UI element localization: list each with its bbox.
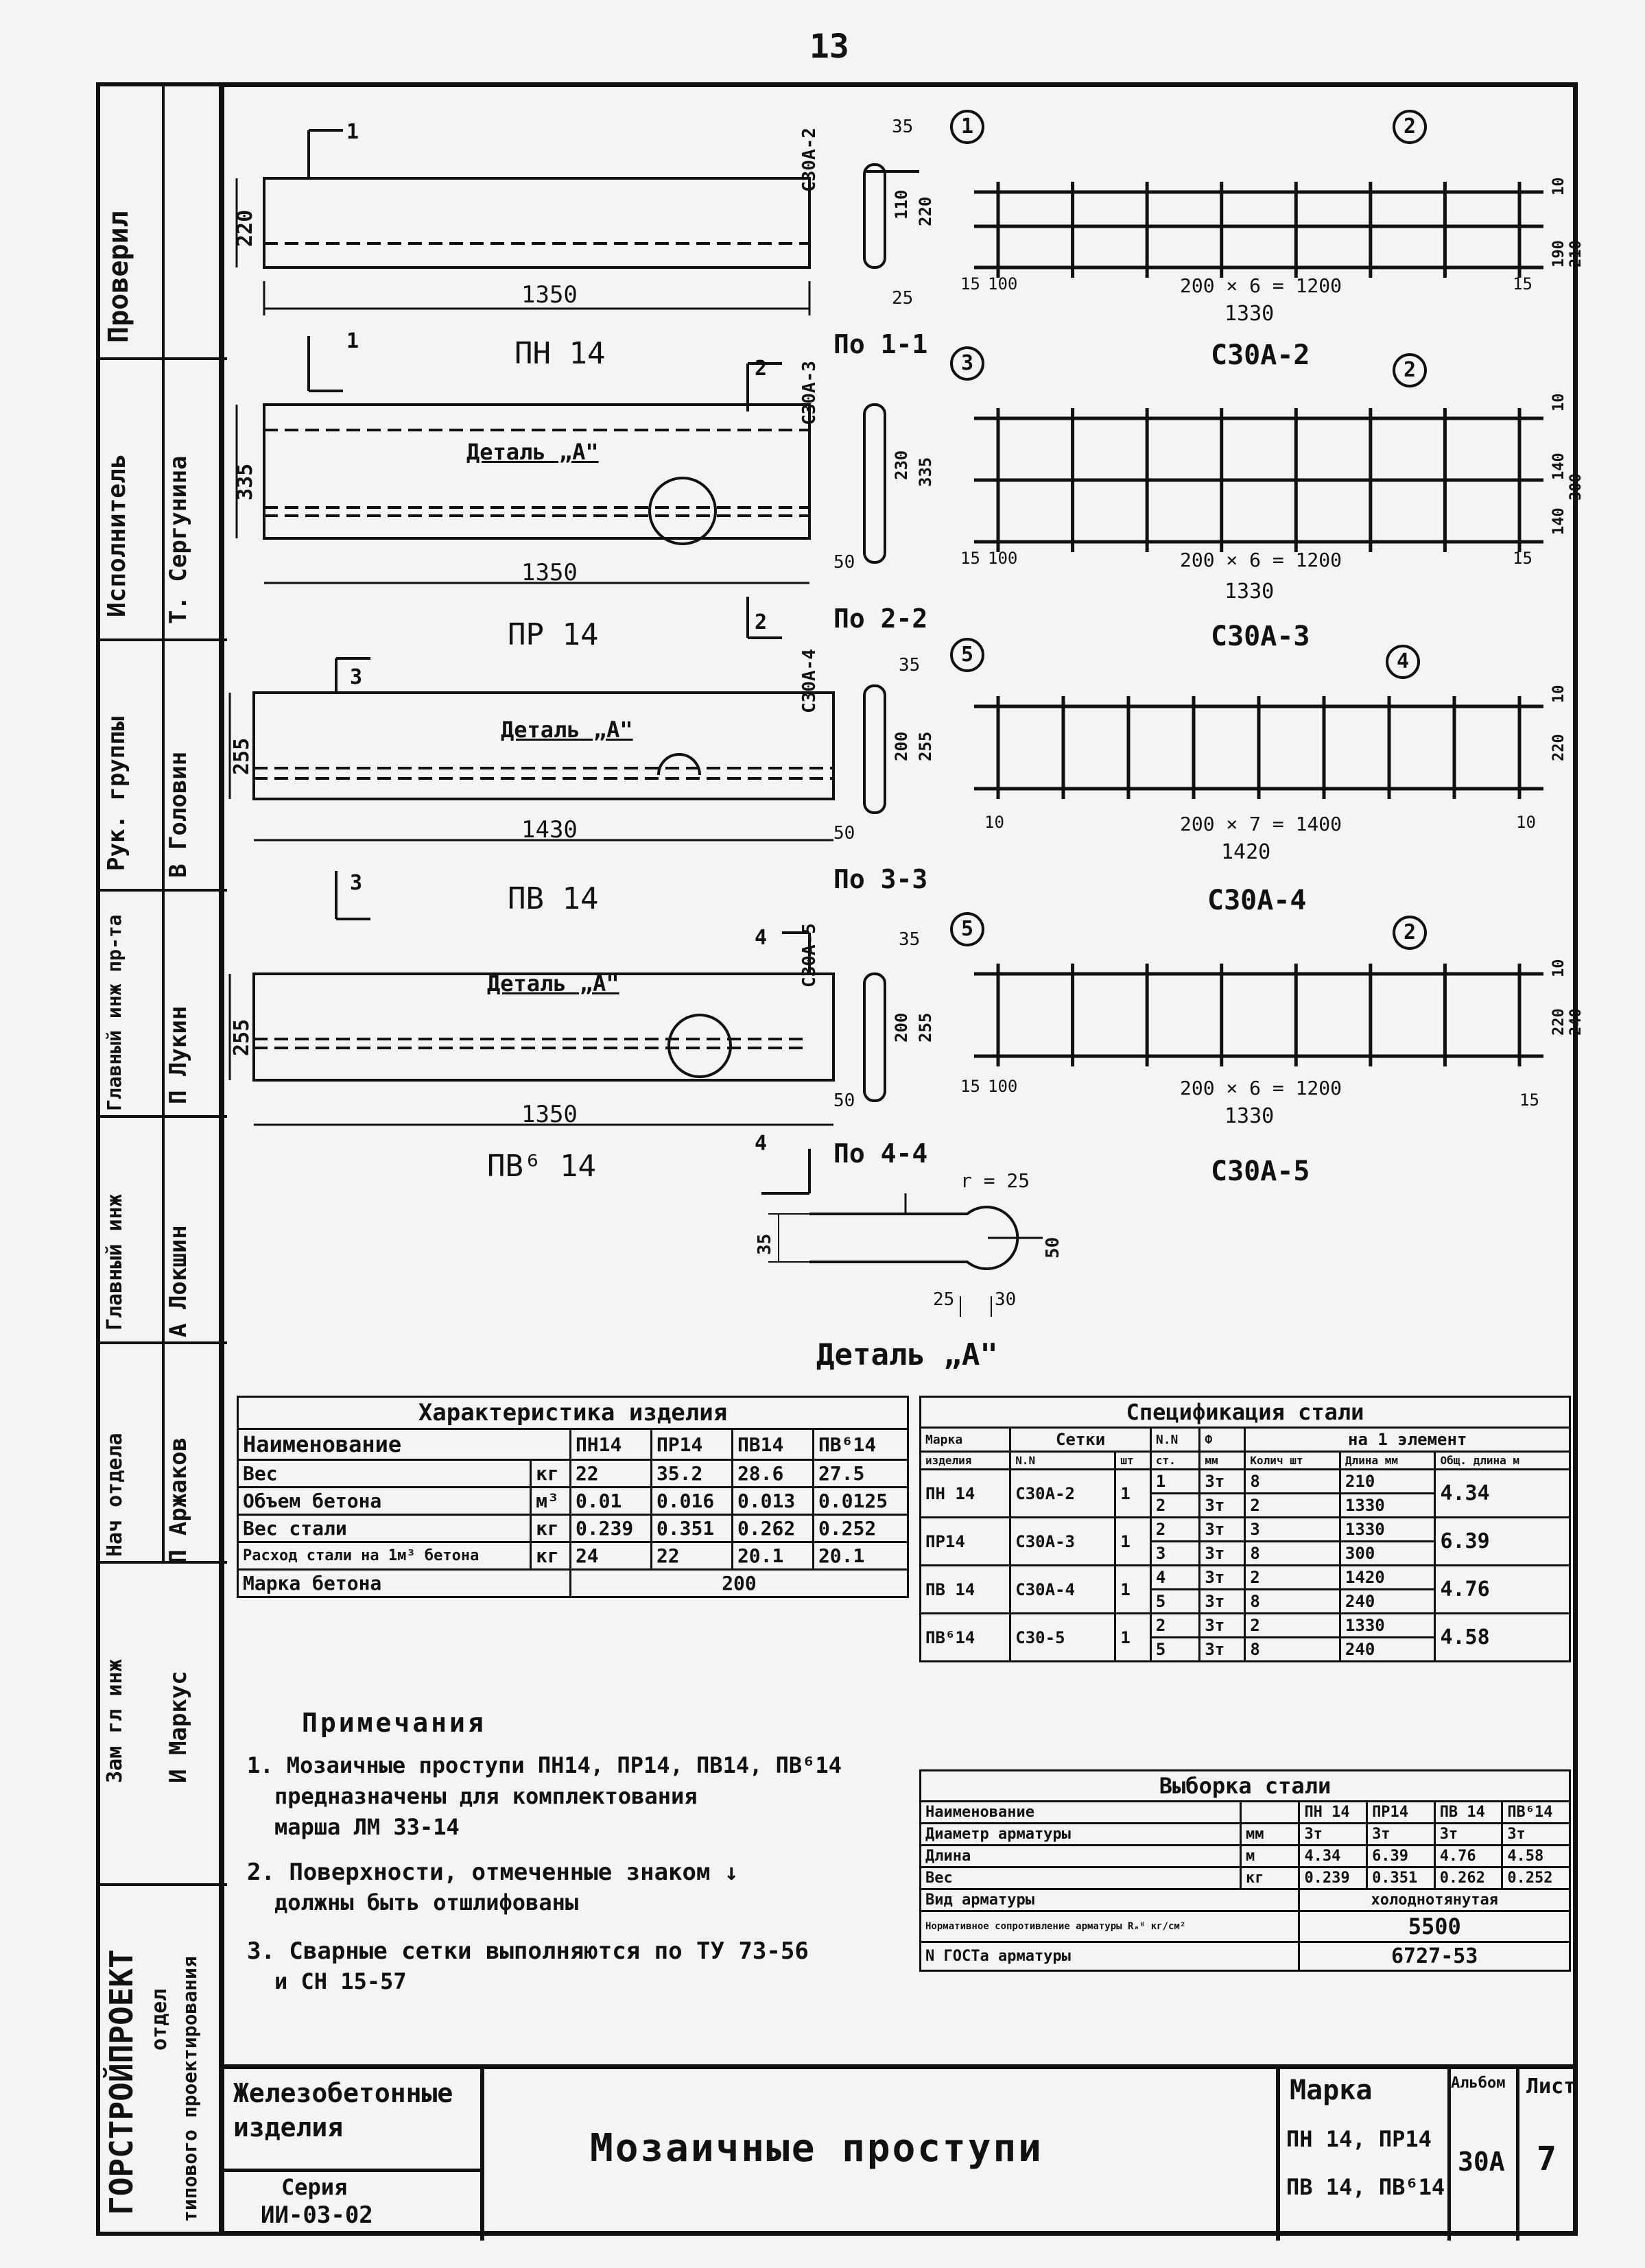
sec2-label: По 3-3	[833, 864, 928, 894]
el1-height: 335	[233, 463, 257, 501]
mesh0-edge-l: 15	[960, 274, 980, 294]
stamp-name-3: П Лукин	[165, 1005, 192, 1104]
table-row	[921, 1566, 1570, 1590]
el0-mark: ПН 14	[514, 336, 606, 371]
stamp-role-3: Главный инж пр-та	[103, 914, 126, 1111]
sel-r0-c4: 3т	[1434, 1824, 1502, 1846]
sec2-d2: 200	[892, 731, 911, 761]
mesh3-total: 1330	[1224, 1104, 1275, 1128]
detail-d35: 35	[755, 1233, 775, 1255]
stamp-org: ГОРСТРОЙПРОЕКТ	[103, 1949, 140, 2215]
spec-g1-qty: 1	[1115, 1518, 1151, 1566]
mesh3-edge-r: 15	[1519, 1090, 1539, 1110]
sec2-mesh: С30А-4	[799, 649, 820, 713]
el0-section: 1	[346, 120, 359, 144]
char-h3: ПР14	[651, 1429, 732, 1460]
spec-g2-mark: ПВ 14	[921, 1566, 1010, 1614]
spec-g1-total: 6.39	[1435, 1518, 1570, 1566]
tb-title: Мозаичные проступи	[590, 2126, 1043, 2171]
char-r2-c2: 0.239	[570, 1515, 651, 1542]
char-r1-c1: м³	[531, 1488, 571, 1515]
spec-h2-6: Длина мм	[1340, 1452, 1435, 1470]
mesh1-h2: 140	[1550, 453, 1567, 480]
char-h5: ПВ⁶14	[813, 1429, 908, 1460]
spec-g0-r1-1: 3т	[1200, 1494, 1245, 1518]
char-r3-c3: 22	[651, 1542, 732, 1570]
table-row	[238, 1515, 908, 1542]
char-r0-c2: 22	[570, 1460, 651, 1488]
el0-height: 220	[233, 209, 257, 247]
spec-title: Спецификация стали	[921, 1397, 1570, 1428]
el3-detail: Деталь „А"	[487, 970, 619, 996]
char-r0-c1: кг	[531, 1460, 571, 1488]
spec-g0-r0-3: 210	[1340, 1470, 1435, 1494]
char-r1-c2: 0.01	[570, 1488, 651, 1515]
char-r2-c4: 0.262	[732, 1515, 813, 1542]
mesh2-pitch: 200 × 7 = 1400	[1180, 813, 1342, 835]
mesh0-h2: 190	[1550, 240, 1567, 267]
table-row	[921, 1889, 1570, 1911]
sel-r2-c4: 0.262	[1434, 1867, 1502, 1889]
spec-g3-qty: 1	[1115, 1614, 1151, 1662]
el2-detail: Деталь „А"	[501, 717, 633, 743]
char-r3-c5: 20.1	[813, 1542, 908, 1570]
mesh2-edge-r: 10	[1516, 813, 1536, 832]
sec1-mesh: С30А-3	[799, 361, 820, 425]
char-r2-c0: Вес стали	[238, 1515, 531, 1542]
sec0-mesh: С30А-2	[799, 128, 820, 192]
tb-mark1: ПН 14, ПР14	[1286, 2126, 1432, 2152]
spec-g2-qty: 1	[1115, 1566, 1151, 1614]
el2-mark: ПВ 14	[508, 881, 599, 916]
char-h2: ПН14	[570, 1429, 651, 1460]
sec3-d6: 50	[833, 1090, 855, 1111]
el2-length: 1430	[521, 816, 578, 844]
mesh3-pos-right: 2	[1393, 916, 1427, 950]
el1-length: 1350	[521, 559, 578, 586]
specification-table	[919, 1396, 1571, 1662]
mesh0-edge-r: 15	[1513, 274, 1532, 294]
spec-g1-r0-1: 3т	[1200, 1518, 1245, 1542]
sel-h2: ПН 14	[1299, 1802, 1367, 1824]
mesh1-edge-l: 15	[960, 549, 980, 568]
spec-g0-qty: 1	[1115, 1470, 1151, 1518]
el1-mark: ПР 14	[508, 617, 599, 652]
char-r3-c0: Расход стали на 1м³ бетона	[238, 1542, 531, 1570]
spec-h1-3: N.N	[1150, 1428, 1199, 1452]
notes-title: Примечания	[302, 1708, 486, 1738]
spec-h2-7: Общ. длина м	[1435, 1452, 1570, 1470]
spec-h2-0: изделия	[921, 1452, 1010, 1470]
page-number: 13	[809, 27, 849, 66]
detail-a-drawing	[741, 1180, 1098, 1344]
char-r1-c0: Объем бетона	[238, 1488, 531, 1515]
spec-h2-4: мм	[1200, 1452, 1245, 1470]
mesh0-h1: 10	[1550, 177, 1567, 195]
spec-h2-2: шт	[1115, 1452, 1151, 1470]
spec-g3-r1-3: 240	[1340, 1638, 1435, 1662]
el1-section-b: 2	[755, 610, 768, 634]
spec-g3-r1-1: 3т	[1200, 1638, 1245, 1662]
tb-album-label: Альбом	[1451, 2075, 1506, 2092]
sel-r1-c5: 4.58	[1502, 1846, 1570, 1867]
spec-g0-total: 4.34	[1435, 1470, 1570, 1518]
char-r3-c2: 24	[570, 1542, 651, 1570]
spec-g1-mesh: С30А-3	[1010, 1518, 1115, 1566]
mesh1-total: 1330	[1224, 580, 1275, 604]
char-r0-c3: 35.2	[651, 1460, 732, 1488]
mesh2-pos-right: 4	[1386, 645, 1420, 679]
spec-h1-1: Сетки	[1010, 1428, 1151, 1452]
sel-r1-c4: 4.76	[1434, 1846, 1502, 1867]
spec-head-row-2	[921, 1452, 1570, 1470]
sec1-label: По 2-2	[833, 604, 928, 634]
sel-r2-c0: Вес	[921, 1867, 1241, 1889]
sel-r0-c1: мм	[1241, 1824, 1299, 1846]
sel-r2-c3: 0.351	[1367, 1867, 1435, 1889]
spec-g2-r0-0: 4	[1150, 1566, 1199, 1590]
mesh0-first: 100	[988, 274, 1018, 294]
spec-g1-r0-3: 1330	[1340, 1518, 1435, 1542]
tb-category2: изделия	[233, 2112, 344, 2142]
stamp-role-1: Исполнитель	[103, 453, 131, 617]
stamp-name-6: И Маркус	[165, 1671, 192, 1783]
sel-header-row	[921, 1802, 1570, 1824]
el3-section: 4	[755, 926, 768, 950]
mesh0-pitch: 200 × 6 = 1200	[1180, 274, 1342, 297]
sec2-d6: 50	[833, 823, 855, 844]
sel-r0-c5: 3т	[1502, 1824, 1570, 1846]
table-row	[921, 1470, 1570, 1494]
sel-resist-label: Нормативное сопротивление арматуры Rₐᴴ кг/см²	[921, 1911, 1299, 1942]
spec-head-row-1	[921, 1428, 1570, 1452]
stamp-role-2: Рук. группы	[103, 716, 130, 871]
mesh1-edge-r: 15	[1513, 549, 1532, 568]
spec-g0-r1-0: 2	[1150, 1494, 1199, 1518]
tb-sheet-label: Лист	[1526, 2075, 1576, 2099]
note-line-1: предназначены для комплектования	[274, 1783, 698, 1809]
sec0-d3: 220	[916, 196, 935, 226]
spec-h1-4: Ф	[1200, 1428, 1245, 1452]
spec-g1-r1-1: 3т	[1200, 1542, 1245, 1566]
spec-g2-total: 4.76	[1435, 1566, 1570, 1614]
stamp-role-6: Зам гл инж	[103, 1659, 127, 1783]
spec-g2-r0-2: 2	[1245, 1566, 1340, 1590]
spec-g2-r1-2: 8	[1245, 1590, 1340, 1614]
tb-sheet: 7	[1537, 2140, 1557, 2178]
char-r1-c5: 0.0125	[813, 1488, 908, 1515]
spec-g3-mesh: С30-5	[1010, 1614, 1115, 1662]
sel-h1	[1241, 1802, 1299, 1824]
spec-g1-r1-2: 8	[1245, 1542, 1340, 1566]
char-r2-c5: 0.252	[813, 1515, 908, 1542]
spec-h2-1: N.N	[1010, 1452, 1115, 1470]
sel-r1-c3: 6.39	[1367, 1846, 1435, 1867]
stamp-name-5: П Аржаков	[165, 1437, 192, 1564]
table-row	[921, 1824, 1570, 1846]
mesh3-edge-l: 15	[960, 1077, 980, 1096]
stamp-dept1: отдел	[147, 1988, 171, 2051]
tb-series-label: Серия	[281, 2174, 348, 2200]
side-stamp	[96, 82, 223, 2236]
char-r1-c3: 0.016	[651, 1488, 732, 1515]
mesh3-first: 100	[988, 1077, 1018, 1096]
mesh0-name: С30А-2	[1211, 339, 1310, 371]
sec2-d3: 255	[916, 731, 935, 761]
mesh3-h1: 10	[1550, 959, 1567, 977]
char-r3-c4: 20.1	[732, 1542, 813, 1570]
mesh1-h1: 10	[1550, 393, 1567, 411]
spec-h2-3: ст.	[1150, 1452, 1199, 1470]
characteristics-table	[237, 1396, 909, 1598]
stamp-role-4: Главный инж	[103, 1194, 127, 1330]
spec-h2-5: Колич шт	[1245, 1452, 1340, 1470]
detail-d30: 30	[995, 1289, 1017, 1310]
note-line-6: и СН 15-57	[274, 1968, 407, 1994]
spec-g3-r1-2: 8	[1245, 1638, 1340, 1662]
mesh3-h3: 240	[1567, 1008, 1585, 1036]
mesh1-pos-right: 2	[1393, 353, 1427, 387]
sel-gost-label: N ГОСТа арматуры	[921, 1942, 1299, 1971]
sec3-label: По 4-4	[833, 1138, 928, 1169]
spec-g3-r0-0: 2	[1150, 1614, 1199, 1638]
el3-length: 1350	[521, 1101, 578, 1128]
table-row	[921, 1867, 1570, 1889]
detail-title: Деталь „А"	[816, 1337, 998, 1372]
char-r0-c0: Вес	[238, 1460, 531, 1488]
el3-mark: ПВ⁶ 14	[487, 1149, 596, 1184]
sec3-mesh: С30А-5	[799, 923, 820, 988]
char-title: Характеристика изделия	[238, 1397, 908, 1429]
tb-mark2: ПВ 14, ПВ⁶14	[1286, 2174, 1445, 2200]
sel-gost-value: 6727-53	[1299, 1942, 1570, 1971]
mesh0-h3: 210	[1567, 240, 1585, 267]
sel-r1-c2: 4.34	[1299, 1846, 1367, 1867]
spec-g3-mark: ПВ⁶14	[921, 1614, 1010, 1662]
sec1-d6: 50	[833, 552, 855, 573]
el3-section-b: 4	[755, 1132, 768, 1156]
spec-g2-mesh: С30А-4	[1010, 1566, 1115, 1614]
sec3-d2: 200	[892, 1012, 911, 1042]
detail-d50: 50	[1043, 1237, 1063, 1258]
mesh2-h1: 10	[1550, 684, 1567, 703]
sec1-d2: 230	[892, 450, 911, 480]
sel-h4: ПВ 14	[1434, 1802, 1502, 1824]
mesh3-pos-left: 5	[950, 912, 984, 946]
char-r2-c3: 0.351	[651, 1515, 732, 1542]
sel-resist-value: 5500	[1299, 1911, 1570, 1942]
el0-length: 1350	[521, 281, 578, 309]
table-row	[238, 1460, 908, 1488]
spec-g0-r0-1: 3т	[1200, 1470, 1245, 1494]
spec-g3-r1-0: 5	[1150, 1638, 1199, 1662]
sec2-d1: 35	[899, 655, 921, 676]
table-row	[238, 1488, 908, 1515]
stamp-name-1: Т. Сергунина	[165, 455, 192, 624]
steel-selection-table	[919, 1769, 1571, 1972]
sel-type-label: Вид арматуры	[921, 1889, 1299, 1911]
mesh2-pos-left: 5	[950, 638, 984, 672]
spec-g3-r0-1: 3т	[1200, 1614, 1245, 1638]
sel-title: Выборка стали	[921, 1771, 1570, 1802]
el0-section-b: 1	[346, 329, 359, 353]
spec-g1-mark: ПР14	[921, 1518, 1010, 1566]
mesh2-total: 1420	[1221, 840, 1271, 864]
char-last-label: Марка бетона	[238, 1570, 571, 1597]
tb-mark-label: Марка	[1290, 2075, 1373, 2106]
el1-detail: Деталь „А"	[466, 439, 599, 465]
sec0-label: По 1-1	[833, 329, 928, 359]
stamp-role-5: Нач отдела	[103, 1433, 127, 1557]
el2-height: 255	[230, 737, 254, 775]
sel-r1-c0: Длина	[921, 1846, 1241, 1867]
spec-h1-0: Марка	[921, 1428, 1010, 1452]
sel-r2-c5: 0.252	[1502, 1867, 1570, 1889]
table-row	[921, 1518, 1570, 1542]
el2-section-b: 3	[350, 871, 363, 895]
char-h4: ПВ14	[732, 1429, 813, 1460]
spec-g0-r0-0: 1	[1150, 1470, 1199, 1494]
note-line-2: марша ЛМ 33-14	[274, 1814, 460, 1840]
mesh1-first: 100	[988, 549, 1018, 568]
spec-g2-r1-3: 240	[1340, 1590, 1435, 1614]
mesh1-name: С30А-3	[1211, 621, 1310, 652]
mesh2-edge-l: 10	[984, 813, 1004, 832]
table-row	[238, 1542, 908, 1570]
sel-h0: Наименование	[921, 1802, 1241, 1824]
el1-section: 2	[755, 357, 768, 381]
spec-g0-r0-2: 8	[1245, 1470, 1340, 1494]
note-line-3: 2. Поверхности, отмеченные знаком ↓	[247, 1859, 739, 1886]
table-row	[238, 1570, 908, 1597]
mesh1-h4: 300	[1567, 473, 1585, 501]
mesh2-name: С30А-4	[1207, 885, 1307, 916]
mesh1-pos-left: 3	[950, 346, 984, 381]
table-row	[921, 1911, 1570, 1942]
spec-g0-mesh: С30А-2	[1010, 1470, 1115, 1518]
sel-r2-c1: кг	[1241, 1867, 1299, 1889]
spec-g2-r0-3: 1420	[1340, 1566, 1435, 1590]
detail-r: r = 25	[960, 1169, 1030, 1192]
spec-g0-mark: ПН 14	[921, 1470, 1010, 1518]
char-r2-c1: кг	[531, 1515, 571, 1542]
table-row	[921, 1942, 1570, 1971]
sec0-d2: 110	[892, 189, 911, 219]
mesh2-h2: 220	[1550, 734, 1567, 761]
spec-g1-r1-3: 300	[1340, 1542, 1435, 1566]
el2-section: 3	[350, 665, 363, 689]
sec0-d1: 35	[892, 117, 914, 137]
tb-category1: Железобетонные	[233, 2078, 453, 2108]
note-line-0: 1. Мозаичные проступи ПН14, ПР14, ПВ14, ПВ⁶14	[247, 1752, 842, 1778]
note-line-5: 3. Сварные сетки выполняются по ТУ 73-56	[247, 1937, 809, 1965]
spec-g0-r1-2: 2	[1245, 1494, 1340, 1518]
char-last-value: 200	[570, 1570, 908, 1597]
el3-height: 255	[230, 1018, 254, 1056]
char-r0-c4: 28.6	[732, 1460, 813, 1488]
mesh0-pos-right: 2	[1393, 110, 1427, 144]
table-row	[921, 1614, 1570, 1638]
sel-r1-c1: м	[1241, 1846, 1299, 1867]
spec-g2-r1-1: 3т	[1200, 1590, 1245, 1614]
table-row	[921, 1846, 1570, 1867]
stamp-dept2: типового проектирования	[178, 1956, 201, 2222]
spec-g3-r0-3: 1330	[1340, 1614, 1435, 1638]
mesh3-pitch: 200 × 6 = 1200	[1180, 1077, 1342, 1099]
sec3-d3: 255	[916, 1012, 935, 1042]
tb-series: ИИ-03-02	[261, 2201, 373, 2229]
spec-g2-r1-0: 5	[1150, 1590, 1199, 1614]
char-r0-c5: 27.5	[813, 1460, 908, 1488]
sel-h5: ПВ⁶14	[1502, 1802, 1570, 1824]
sel-r0-c3: 3т	[1367, 1824, 1435, 1846]
spec-g3-r0-2: 2	[1245, 1614, 1340, 1638]
stamp-name-2: В Головин	[165, 751, 192, 878]
mesh3-h2: 220	[1550, 1008, 1567, 1036]
note-line-4: должны быть отшлифованы	[274, 1889, 579, 1915]
sel-r2-c2: 0.239	[1299, 1867, 1367, 1889]
stamp-name-4: А Локшин	[165, 1225, 192, 1337]
stamp-role-0: Проверил	[103, 211, 134, 343]
tb-album: 30А	[1458, 2147, 1505, 2177]
char-header-row	[238, 1429, 908, 1460]
char-r1-c4: 0.013	[732, 1488, 813, 1515]
sec3-d1: 35	[899, 929, 921, 950]
spec-g1-r0-0: 2	[1150, 1518, 1199, 1542]
sec0-d6: 25	[892, 288, 914, 309]
mesh1-pitch: 200 × 6 = 1200	[1180, 549, 1342, 571]
detail-d25: 25	[933, 1289, 955, 1310]
sec1-d3: 335	[916, 457, 935, 487]
sel-r0-c0: Диаметр арматуры	[921, 1824, 1241, 1846]
sections-drawing	[823, 96, 954, 1173]
spec-g0-r1-3: 1330	[1340, 1494, 1435, 1518]
mesh0-total: 1330	[1224, 302, 1275, 326]
sel-h3: ПР14	[1367, 1802, 1435, 1824]
spec-g1-r0-2: 3	[1245, 1518, 1340, 1542]
elements-drawing	[226, 89, 864, 1228]
spec-h1-5: на 1 элемент	[1245, 1428, 1570, 1452]
spec-g1-r1-0: 3	[1150, 1542, 1199, 1566]
sel-type-value: холоднотянутая	[1299, 1889, 1570, 1911]
sel-r0-c2: 3т	[1299, 1824, 1367, 1846]
mesh0-pos-left: 1	[950, 110, 984, 144]
char-h0: Наименование	[238, 1429, 571, 1460]
char-r3-c1: кг	[531, 1542, 571, 1570]
mesh3-name: С30А-5	[1211, 1156, 1310, 1187]
mesh1-h3: 140	[1550, 508, 1567, 535]
spec-g3-total: 4.58	[1435, 1614, 1570, 1662]
spec-g2-r0-1: 3т	[1200, 1566, 1245, 1590]
